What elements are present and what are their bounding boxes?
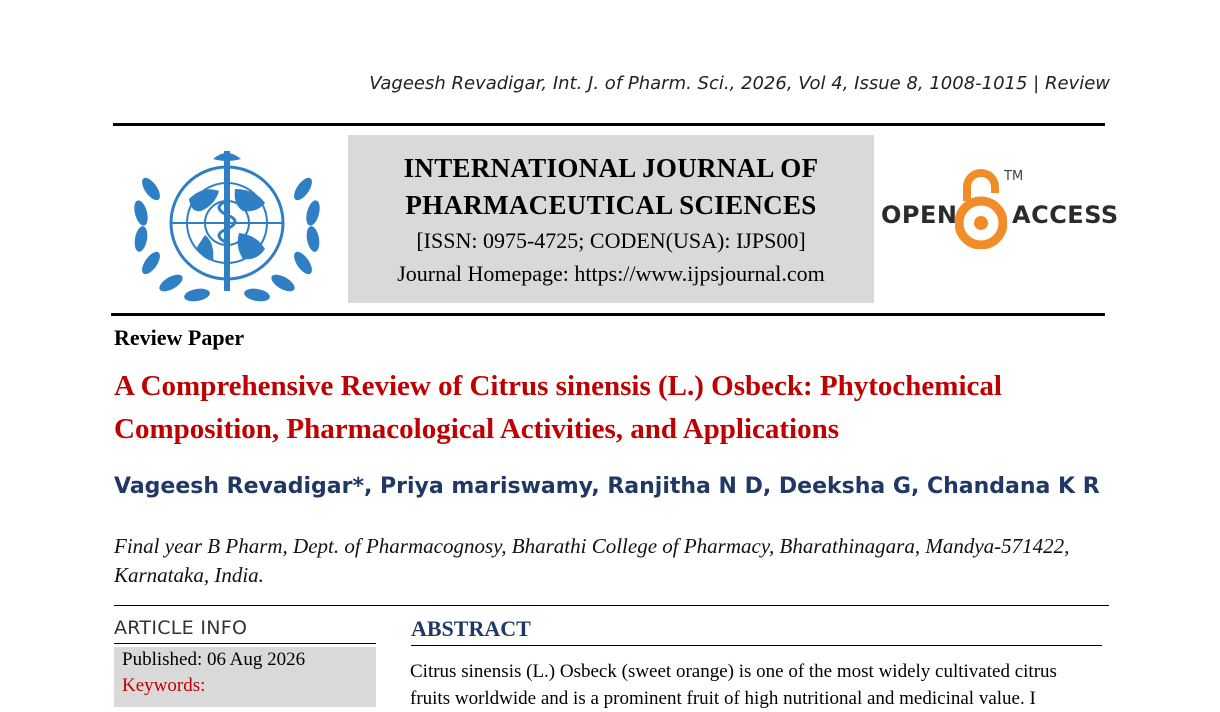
journal-masthead <box>348 135 874 303</box>
header-rule-top <box>113 123 1105 126</box>
paper-type: Review Paper <box>114 325 245 350</box>
paper-title: A Comprehensive Review of Citrus sinensis (L.) Osbeck: Phytochemical Composition, Pharmacological Activities, and Applications <box>114 370 1002 445</box>
article-info-heading: ARTICLE INFO <box>114 617 248 639</box>
open-access-open-text: OPEN <box>881 201 958 229</box>
journal-title-line1: INTERNATIONAL JOURNAL OF <box>403 153 819 183</box>
published-date: Published: 06 Aug 2026 <box>122 649 306 670</box>
header-rule-bottom <box>111 313 1105 316</box>
running-head: Vageesh Revadigar, Int. J. of Pharm. Sci., 2026, Vol 4, Issue 8, 1008-1015 | Review <box>369 73 1110 94</box>
keywords-label: Keywords: <box>122 675 206 696</box>
abstract-rule <box>411 645 1102 646</box>
author-list: Vageesh Revadigar*, Priya mariswamy, Ranjitha N D, Deeksha G, Chandana K R <box>114 474 1100 499</box>
journal-title <box>348 150 874 224</box>
journal-homepage: Journal Homepage: https://www.ijpsjournal.com <box>397 261 825 286</box>
abstract-text-line2: fruits worldwide and is a prominent fruit of high nutritional and medicinal value. I <box>410 688 1036 709</box>
section-divider <box>114 605 1109 606</box>
abstract-heading: ABSTRACT <box>411 616 531 641</box>
author-affiliation: Final year B Pharm, Dept. of Pharmacognosy, Bharathi College of Pharmacy, Bharathinagara, Mandya-571422, Karnataka, India. <box>114 534 1070 587</box>
journal-emblem-logo <box>127 137 327 305</box>
open-access-logo <box>879 165 1119 255</box>
journal-title-line2: PHARMACEUTICAL SCIENCES <box>405 190 817 220</box>
open-access-tm: TM <box>1004 169 1024 184</box>
open-access-lock-icon <box>955 167 1007 249</box>
abstract-text: Citrus sinensis (L.) Osbeck (sweet orange) is one of the most widely cultivated citrus <box>410 661 1057 682</box>
open-access-access-text: ACCESS <box>1012 201 1119 229</box>
article-info-box <box>114 647 376 707</box>
journal-issn: [ISSN: 0975-4725; CODEN(USA): IJPS00] <box>416 228 806 253</box>
article-info-rule <box>114 643 376 644</box>
